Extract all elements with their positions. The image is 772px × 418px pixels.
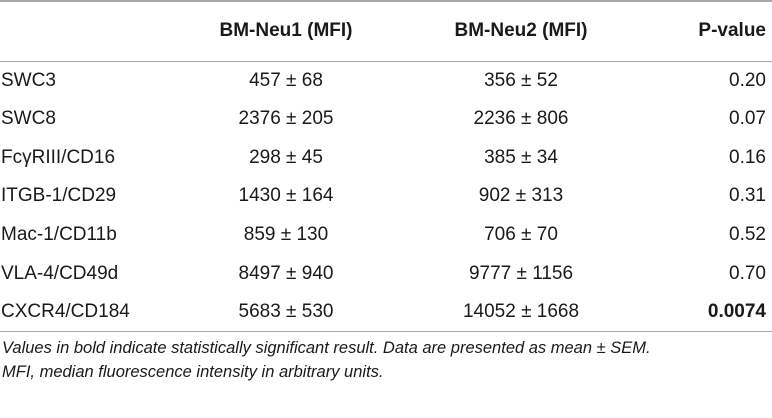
bm-neu1-cell: 457 ± 68 — [249, 69, 323, 91]
marker-cell: SWC8 — [1, 108, 56, 130]
bm-neu2-cell: 14052 ± 1668 — [402, 293, 640, 332]
bm-neu1-cell: 859 ± 130 — [243, 224, 329, 246]
bm-neu1-cell: 1430 ± 164 — [238, 185, 334, 207]
table-row — [0, 138, 772, 177]
p-value-cell: 0.20 — [729, 69, 766, 91]
bm-neu1-cell: 8497 ± 940 — [238, 262, 334, 284]
p-value-cell: 0.07 — [729, 108, 766, 130]
bm-neu2-cell: 2236 ± 806 — [473, 108, 569, 130]
header-marker — [0, 1, 170, 61]
marker-cell: CXCR4/CD184 — [0, 293, 170, 332]
bm-neu2-cell: 356 ± 52 — [484, 69, 558, 91]
marker-cell: Mac-1/CD11b — [1, 224, 117, 246]
p-value-cell: 0.31 — [729, 185, 766, 207]
bm-neu2-cell: 902 ± 313 — [478, 185, 564, 207]
footnote-line: Values in bold indicate statistically significant result. Data are presented as mean ± SEM. — [2, 339, 651, 357]
table-row — [0, 254, 772, 293]
marker-cell: VLA-4/CD49d — [1, 262, 119, 284]
marker-cell: SWC3 — [1, 69, 56, 91]
footnote-line: MFI, median fluorescence intensity in arbitrary units. — [2, 363, 384, 381]
header-row — [0, 1, 772, 61]
p-value-cell: 0.16 — [729, 146, 766, 168]
p-value-cell: 0.0074 — [640, 293, 772, 332]
table-footnote — [2, 336, 770, 384]
bm-neu2-cell: 385 ± 34 — [484, 146, 558, 168]
marker-cell: ITGB-1/CD29 — [1, 185, 117, 207]
header-p-value: P-value — [640, 1, 772, 61]
table-row — [0, 293, 772, 332]
bm-neu1-cell: 2376 ± 205 — [238, 108, 334, 130]
bm-neu1-cell: 298 ± 45 — [249, 146, 323, 168]
table-row — [0, 61, 772, 100]
header-bm-neu1: BM-Neu1 (MFI) — [170, 1, 402, 61]
p-value-cell: 0.52 — [729, 224, 766, 246]
header-bm-neu2: BM-Neu2 (MFI) — [402, 1, 640, 61]
table-row — [0, 216, 772, 255]
table-row — [0, 177, 772, 216]
bm-neu2-cell: 706 ± 70 — [484, 224, 558, 246]
marker-cell: FcγRIII/CD16 — [1, 146, 116, 168]
p-value-cell: 0.70 — [729, 262, 766, 284]
bm-neu2-cell: 9777 ± 1156 — [468, 262, 574, 284]
table-row — [0, 100, 772, 139]
bm-neu1-cell: 5683 ± 530 — [170, 293, 402, 332]
